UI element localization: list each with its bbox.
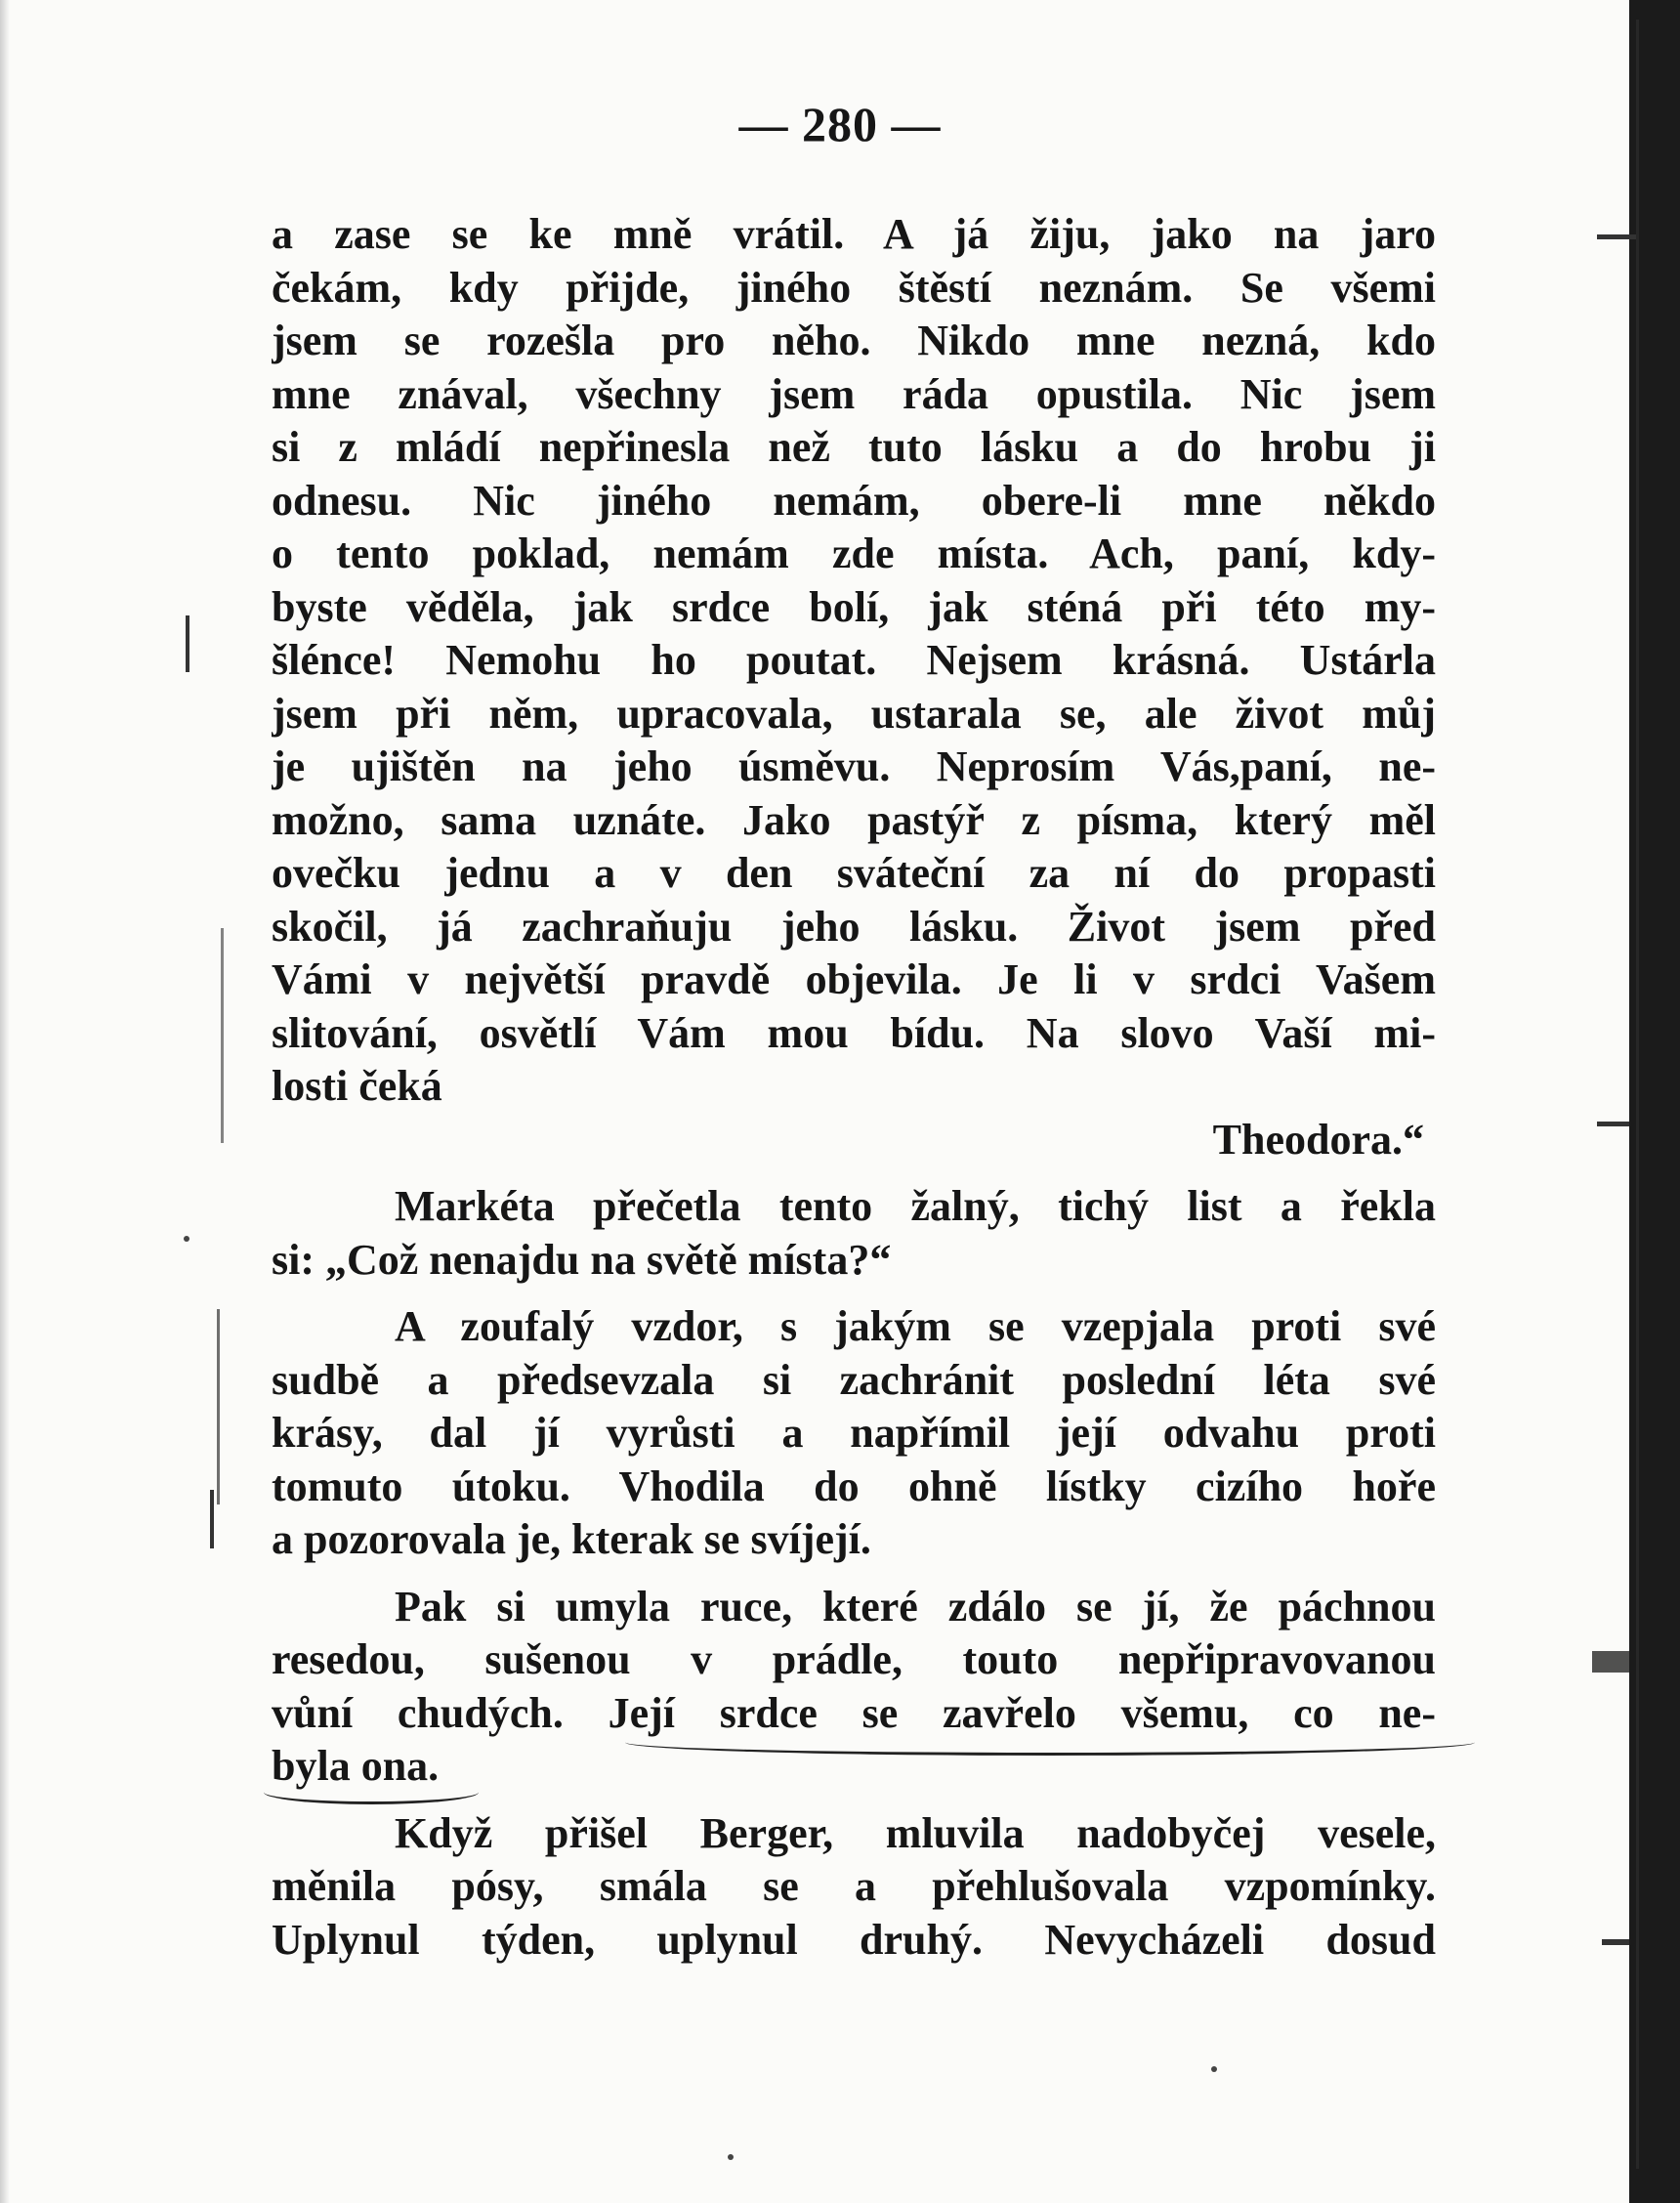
text-line: slitování, osvětlí Vám mou bídu. Na slovo Vaší mi-	[272, 1008, 1436, 1057]
text-line: skočil, já zachraňuju jeho lásku. Život jsem před	[272, 902, 1436, 951]
text-line: Vámi v největší pravdě objevila. Je li v srdci Vašem	[272, 955, 1436, 1003]
text-line: krásy, dal jí vyrůsti a napřímil její odvahu proti	[272, 1409, 1436, 1457]
text-line: jsem se rozešla pro něho. Nikdo mne nezná, kdo	[272, 317, 1436, 364]
text-line: si z mládí nepřinesla než tuto lásku a do hrobu ji	[272, 423, 1436, 471]
text-line: šlénce! Nemohu ho poutat. Nejsem krásná. Ustárla	[272, 636, 1436, 684]
text-line: Uplynul týden, uplynul druhý. Nevycházeli dosud	[272, 1915, 1436, 1964]
text-line: resedou, sušenou v prádle, touto nepřipravovanou	[272, 1635, 1436, 1683]
text-line: a pozorovala je, kterak se svíjejí.	[272, 1515, 871, 1563]
text-line: sudbě a předsevzala si zachránit poslední léta své	[272, 1355, 1436, 1404]
paragraph-first-line: Když přišel Berger, mluvila nadobyčej vesele,	[395, 1808, 1436, 1857]
text-line: losti čeká	[272, 1062, 442, 1110]
text-line: čekám, kdy přijde, jiného štěstí neznám. Se všemi	[272, 263, 1436, 312]
margin-mark	[186, 615, 189, 672]
text-line: mne znával, všechny jsem ráda opustila. Nic jsem	[272, 369, 1436, 418]
paragraph-gap	[272, 1567, 1436, 1581]
text-line: si: „Což nenajdu na světě místa?“	[272, 1235, 892, 1284]
paragraph-gap	[272, 1287, 1436, 1300]
margin-mark	[1597, 234, 1636, 239]
margin-mark	[1597, 1122, 1629, 1126]
text-line: byla ona.	[272, 1742, 440, 1790]
paragraph-first-line: Pak si umyla ruce, které zdálo se jí, že páchnou	[395, 1582, 1436, 1631]
scan-speck	[1211, 2066, 1217, 2072]
pencil-underline	[264, 1780, 479, 1804]
paragraph-gap	[272, 1166, 1436, 1180]
text-line: je ujištěn na jeho úsměvu. Neprosím Vás,paní, ne-	[272, 742, 1436, 790]
pencil-underline	[625, 1729, 1475, 1756]
margin-mark	[221, 928, 224, 1143]
text-line: odnesu. Nic jiného nemám, obere-li mne někdo	[272, 476, 1436, 525]
body-text	[272, 208, 1436, 1967]
text-line: možno, sama uznáte. Jako pastýř z písma, který měl	[272, 795, 1436, 844]
margin-mark	[210, 1490, 214, 1548]
margin-mark	[217, 1309, 220, 1504]
text-line: byste věděla, jak srdce bolí, jak sténá při této my-	[272, 582, 1436, 631]
margin-mark	[1602, 1939, 1629, 1945]
margin-mark	[1592, 1651, 1629, 1673]
page-number: — 280 —	[738, 97, 942, 151]
text-line: měnila pósy, smála se a přehlušovala vzpomínky.	[272, 1862, 1436, 1910]
text-line: jsem při něm, upracovala, ustarala se, ale život můj	[272, 689, 1436, 738]
paragraph-first-line: A zoufalý vzdor, s jakým se vzepjala proti své	[395, 1302, 1436, 1350]
text-line: o tento poklad, nemám zde místa. Ach, paní, kdy-	[272, 530, 1436, 577]
text-line: a zase se ke mně vrátil. A já žiju, jako na jaro	[272, 210, 1436, 258]
page-left-edge	[0, 0, 10, 2203]
text-line: tomuto útoku. Vhodila do ohně lístky cizího hoře	[272, 1462, 1436, 1510]
scan-speck	[728, 2154, 734, 2160]
text-line: ovečku jednu a v den sváteční za ní do propasti	[272, 849, 1436, 897]
margin-mark	[1636, 20, 1639, 2169]
letter-signature: Theodora.“	[1212, 1115, 1424, 1164]
scan-speck	[184, 1236, 189, 1242]
text-line: vůní chudých. Její srdce se zavřelo všemu, co ne-	[272, 1688, 1436, 1737]
paragraph-first-line: Markéta přečetla tento žalný, tichý list a řekla	[395, 1182, 1436, 1230]
